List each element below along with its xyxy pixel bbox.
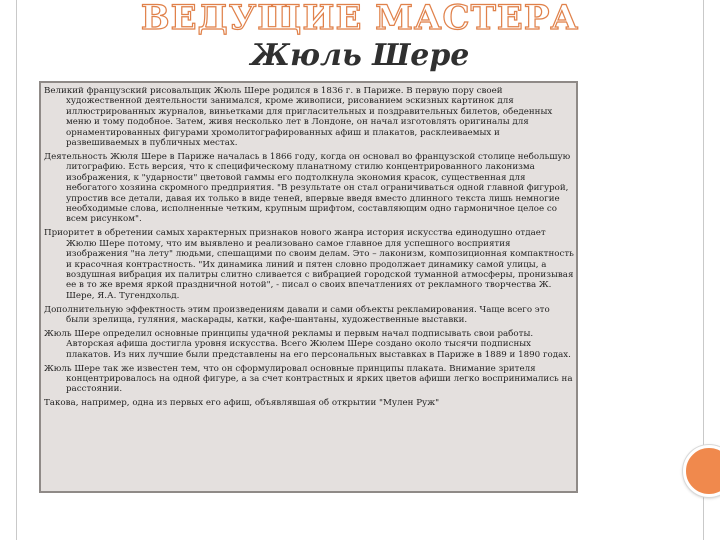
paragraph-priority: Приоритет в обретении самых характерных признаков нового жанра история искусства единодушно отдает Жюлю Шере потому, что им выявлено и реализовано самое главное для успешного восприятия изображения "на лету" людьми, спешащими по своим делам. Это – лаконизм, композиционная компактность и красочная контрастность. "Их динамика линий и пятен словно продолжает динамику самой улицы, а воздушная вибрация их палитры слитно сливается с вибрацией городской туманной атмосферы, пронизывая ее в то же время яркой праздничной нотой", - писал о своих впечатлениях от рекламного творчества Ж. Шере, Я.А. Тугендхольд. [44,228,574,301]
paragraph-birth: Великий французский рисовальщик Жюль Шере родился в 1836 г. в Париже. В первую пору своей художественной деятельности занимался, кроме живописи, рисованием эскизных картинок для иллюстрированных журналов, виньетками для пригласительных и поздравительных билетов, обеденных меню и тому подобное. Затем, живя несколько лет в Лондоне, он начал изготовлять оригиналы для орнаментированных фигурами хромолитографированных афиш и плакатов, расклеиваемых и развешиваемых в публичных местах. [44,86,553,149]
paragraph-poster-principles: Жюль Шере так же известен тем, что он сформулировал основные принципы плаката. Внимание зрителя концентрировалось на одной фигуре, а за счет контрастных и ярких цветов афиши легко воспринимались на расстоянии. [44,363,573,395]
paragraph-principles: Жюль Шере определил основные принципы удачной рекламы и первым начал подписывать свои работы. Авторская афиша достигла уровня искусства. Всего Жюлем Шере создано около тысячи подписных плакатов. Из них лучшие были представлены на его персональных выставках в Париже в 1889 и 1890 годах. [44,328,571,360]
text-box [39,81,578,493]
paragraph-paris-activity: Деятельность Жюля Шере в Париже началась в 1866 году, когда он основал во французской столице небольшую литографию. Есть версия, что к специфическому планатному стилю концентрированного лаконизма изображения, к "ударности" цветовой гаммы его подтолкнула экономия красок, существенная для небогатого хозяина скромного предприятия. "В результате он стал ограничиваться одной главной фигурой, упростив все детали, давая их только в виде теней, впервые введя вместо длинного текста лишь немногие необходимые слова, исполненные четким, крупным шрифтом, составляющим одно гармоничное целое со всем рисунком". [44,151,571,225]
slide-title: ВЕДУЩИЕ МАСТЕРА [140,0,580,38]
slide-frame-left [16,0,17,540]
paragraph-effectiveness: Дополнительную эффектность этим произведениям давали и сами объекты рекламирования. Чаще всего это были зрелища, гуляния, маскарады, катки, кафе-шантаны, художественные выставки. [44,304,550,326]
paragraph-moulin-rouge: Такова, например, одна из первых его афиш, объявлявшая об открытии "Мулен Руж" [44,398,440,409]
slide-subtitle: Жюль Шере [250,38,470,73]
decorative-circle [683,445,720,497]
